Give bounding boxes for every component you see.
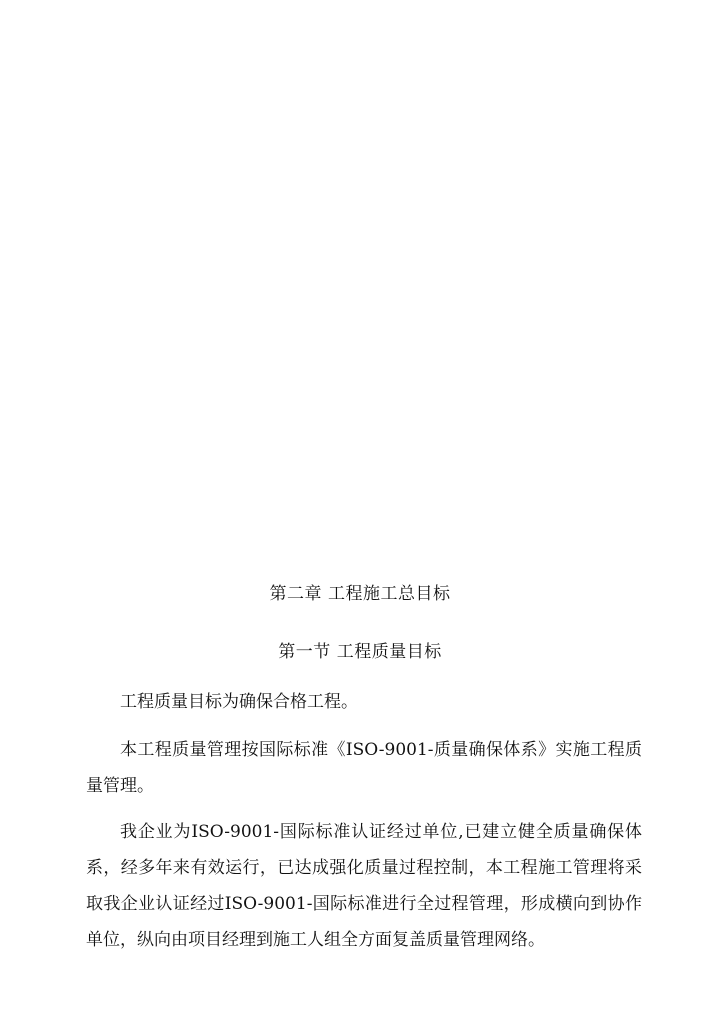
paragraph-iso-management: 本工程质量管理按国际标准《ISO-9001-质量确保体系》实施工程质量管理。 bbox=[86, 740, 642, 796]
paragraph-quality-system: 我企业为ISO-9001-国际标准认证经过单位,已建立健全质量确保体系，经多年来有效运行，已达成强化质量过程控制，本工程施工管理将采取我企业认证经过ISO-9001-国际标准进行全过程管理，形成横向到协作单位，纵向由项目经理到施工人组全方面复盖质量管理网络。 bbox=[86, 822, 642, 950]
chapter-title: 第二章 工程施工总目标 bbox=[269, 584, 451, 604]
paragraph-quality-goal: 工程质量目标为确保合格工程。 bbox=[120, 692, 358, 712]
section-title: 第一节 工程质量目标 bbox=[278, 642, 442, 662]
